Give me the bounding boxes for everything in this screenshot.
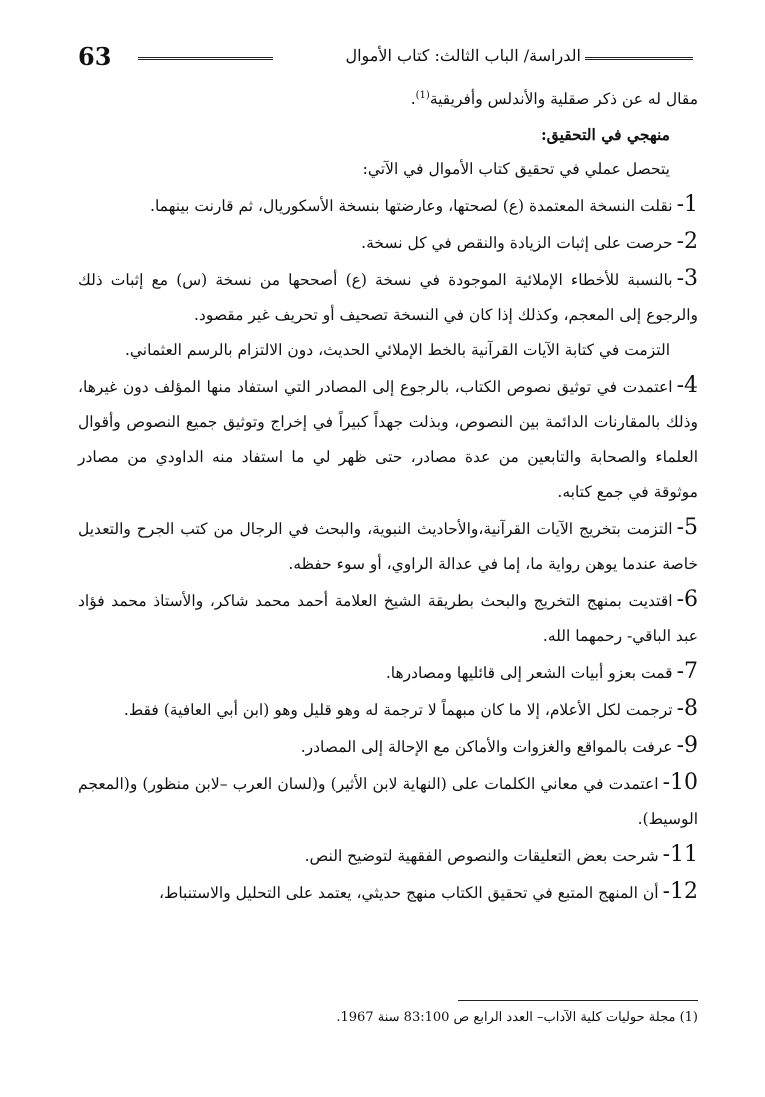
method-item (78, 187, 698, 224)
item-text: اقتديت بمنهج التخريج والبحث بطريقة الشيخ العلامة أحمد محمد شاكر، والأستاذ محمد فؤاد عبد الباقي- رحمهما الله. (78, 592, 698, 646)
item-number: 12- (662, 879, 698, 905)
item-text: اعتمدت في توثيق نصوص الكتاب، بالرجوع إلى المصادر التي استفاد منها المؤلف دون غيرها، وذلك بالمقارنات الدائمة بين النصوص، وبذلت جهداً كبيراً في إخراج وتوثيق جميع النصوص وأقوال العلماء والصحابة والتابعين من عدة مصادر، حتى ظهر لي ما استفاد منه الداودي من مصادر موثوقة في جمع كتابه. (78, 378, 698, 502)
item-text: نقلت النسخة المعتمدة (ع) لصحتها، وعارضتها بنسخة الأسكوريال، ثم قارنت بينهما. (150, 197, 673, 216)
item-text: ترجمت لكل الأعلام، إلا ما كان مبهماً لا ترجمة له وهو قليل وهو (ابن أبي العافية) فقط. (123, 701, 673, 720)
method-item (78, 837, 698, 874)
method-item (78, 368, 698, 510)
item-number: 2- (676, 229, 698, 255)
item-text: قمت بعزو أبيات الشعر إلى قائليها ومصادرها. (385, 664, 673, 683)
item-number: 7- (676, 659, 698, 685)
footnote-ref: (1) (415, 90, 430, 101)
item-number: 11- (662, 842, 698, 868)
page-body (78, 78, 698, 911)
method-item (78, 510, 698, 582)
item-number: 6- (676, 587, 698, 613)
method-note (78, 333, 698, 368)
item-text: حرصت على إثبات الزيادة والنقص في كل نسخة. (361, 234, 673, 253)
item-text: أن المنهج المتبع في تحقيق الكتاب منهج حديثي، يعتمد على التحليل والاستنباط، (158, 884, 659, 903)
running-title: الدراسة/ الباب الثالث: كتاب الأموال (345, 46, 581, 65)
page-header (78, 40, 693, 76)
method-item (78, 874, 698, 911)
intro-paragraph: مقال له عن ذكر صقلية والأندلس وأفريقية$^{(1)}$. (410, 90, 698, 109)
section-subheading: منهجي في التحقيق: (540, 125, 670, 145)
method-item (78, 224, 698, 261)
item-text: شرحت بعض التعليقات والنصوص الفقهية لتوضيح النص. (304, 847, 659, 866)
header-rule-right (585, 57, 693, 63)
method-item (78, 691, 698, 728)
footnote: (1) مجلة حوليات كلية الآداب– العدد الرابع ص 83:100 سنة 1967. (336, 1010, 698, 1025)
item-number: 10- (662, 770, 698, 796)
item-number: 3- (676, 266, 698, 292)
item-text: اعتمدت في معاني الكلمات على (النهاية لابن الأثير) و(لسان العرب –لابن منظور) و(المعجم الوسيط). (78, 775, 698, 829)
item-number: 4- (676, 373, 698, 399)
footnote-rule (458, 1000, 698, 1001)
method-item (78, 654, 698, 691)
page-number: 63 (78, 42, 112, 71)
item-text: التزمت بتخريج الآيات القرآنية،والأحاديث النبوية، والبحث في الرجال من كتب الجرح والتعديل خاصة عندما يوهن رواية ما، إما في عدالة الراوي، أو سوء حفظه. (78, 520, 698, 574)
methodology-list (78, 187, 698, 911)
method-item (78, 765, 698, 837)
method-item (78, 582, 698, 654)
item-text: بالنسبة للأخطاء الإملائية الموجودة في نسخة (ع) أصححها من نسخة (س) مع إثبات ذلك والرجوع إلى المعجم، وكذلك إذا كان في النسخة تصحيف أو تحريف غير مقصود. (78, 271, 698, 325)
header-rule-left (138, 57, 273, 63)
item-number: 8- (676, 696, 698, 722)
method-item (78, 261, 698, 333)
item-number: 1- (676, 192, 698, 218)
item-text: عرفت بالمواقع والغزوات والأماكن مع الإحالة إلى المصادر. (300, 738, 673, 757)
item-text: التزمت في كتابة الآيات القرآنية بالخط الإملائي الحديث، دون الالتزام بالرسم العثماني. (124, 341, 670, 360)
item-number: 5- (676, 515, 698, 541)
item-number: 9- (676, 733, 698, 759)
method-item (78, 728, 698, 765)
lead-paragraph: يتحصل عملي في تحقيق كتاب الأموال في الآتي: (362, 160, 670, 179)
